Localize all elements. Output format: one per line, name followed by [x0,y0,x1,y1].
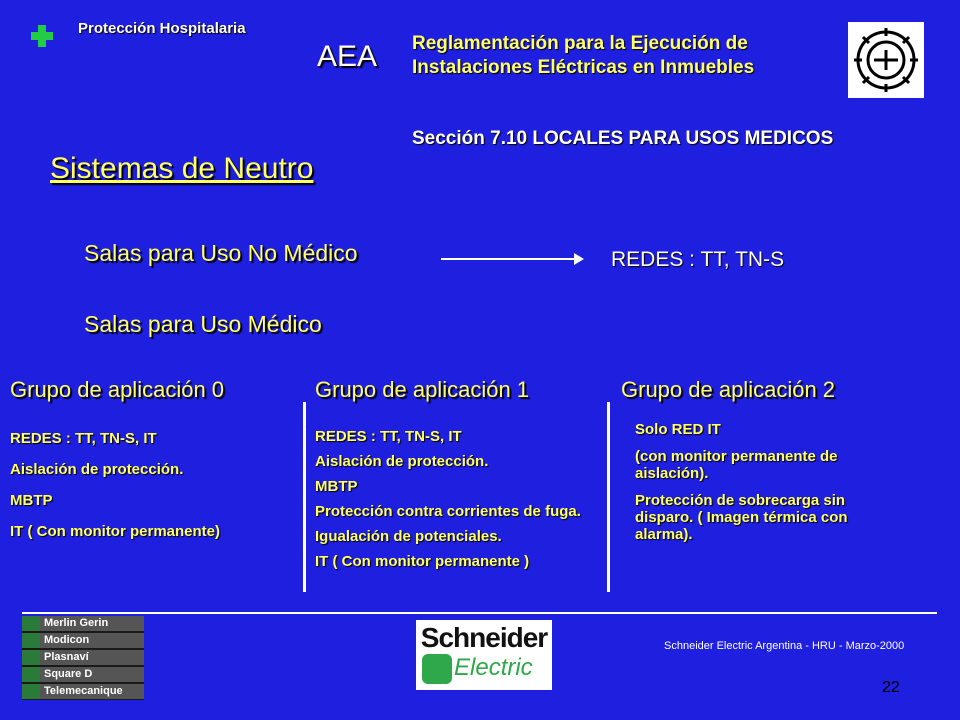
column-divider [303,402,306,592]
page-title: Sistemas de Neutro [50,152,314,185]
column-divider [607,402,610,592]
medical-rooms-label: Salas para Uso Médico [84,311,322,337]
list-item: Igualación de potenciales. [315,528,502,545]
list-item: MBTP [315,478,358,495]
schneider-s-icon [422,654,452,684]
group-1-list [315,428,585,578]
list-item: Solo RED IT [635,421,721,438]
list-item: REDES : TT, TN-S, IT [315,428,462,445]
org-label: AEA [317,40,378,73]
brand-square-d: Square D [22,667,144,682]
electric-word: Electric [454,654,533,681]
list-item: IT ( Con monitor permanente) [10,523,220,540]
brand-label: Protección Hospitalaria [78,20,246,37]
list-item: Aislación de protección. [10,461,184,478]
brands-logo-box [22,616,144,700]
schneider-word: Schneider [420,622,548,653]
regulation-title [412,32,754,80]
medical-cross-icon [31,25,53,47]
aea-gear-icon [848,22,924,98]
group-0-title: Grupo de aplicación 0 [10,377,225,402]
group-1-title: Grupo de aplicación 1 [315,377,530,402]
non-medical-rooms-label: Salas para Uso No Médico [84,240,358,266]
group-2-list [635,421,895,553]
footer-divider [22,612,937,614]
brand-merlin-gerin: Merlin Gerin [22,616,144,631]
non-medical-networks: REDES : TT, TN-S [611,248,785,271]
brand-telemecanique: Telemecanique [22,684,144,699]
regulation-line-2: Instalaciones Eléctricas en Inmuebles [412,57,755,78]
list-item: Protección de sobrecarga sin disparo. ( Imagen térmica con alarma). [635,492,848,543]
group-2-title: Grupo de aplicación 2 [621,377,836,402]
list-item: Protección contra corrientes de fuga. [315,503,581,520]
footer-credit: Schneider Electric Argentina - HRU - Marzo-2000 [664,640,905,652]
arrow-right-icon [574,253,584,265]
list-item: Aislación de protección. [315,453,489,470]
page-number: 22 [882,679,900,696]
list-item: IT ( Con monitor permanente ) [315,553,530,570]
regulation-line-1: Reglamentación para la Ejecución de [412,33,748,54]
list-item: (con monitor permanente de aislación). [635,448,838,482]
list-item: REDES : TT, TN-S, IT [10,430,157,447]
section-label: Sección 7.10 LOCALES PARA USOS MEDICOS [412,128,834,149]
group-0-list [10,430,295,554]
arrow-line [441,258,576,260]
brand-modicon: Modicon [22,633,144,648]
list-item: MBTP [10,492,53,509]
brand-plasnavi: Plasnaví [22,650,144,665]
aea-logo [848,22,924,98]
schneider-logo [416,620,552,690]
